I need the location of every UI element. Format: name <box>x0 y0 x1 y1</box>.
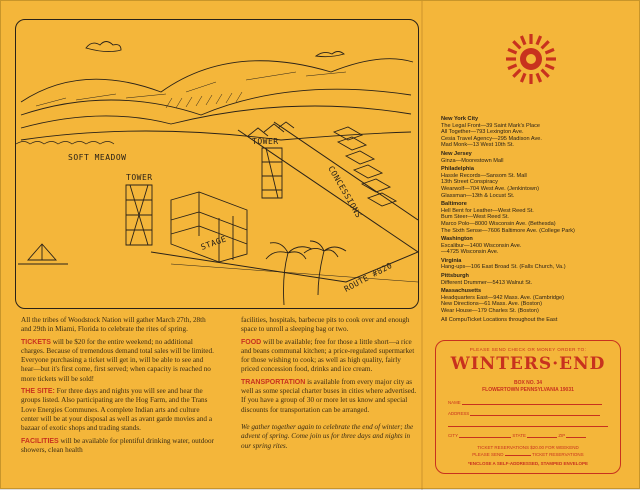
location-entry: Cesia Travel Agency—295 Madison Ave. <box>441 135 542 142</box>
fold-line <box>421 1 423 490</box>
city-heading: Philadelphia <box>441 166 474 173</box>
location-entry: Excalibur—1400 Wisconsin Ave. <box>441 242 522 249</box>
address-field[interactable] <box>448 411 600 416</box>
box-number: BOX NO. 34 <box>513 380 543 386</box>
stage-structure <box>171 192 247 262</box>
tent-icon <box>18 244 68 264</box>
tower-left <box>126 185 152 245</box>
tickets-heading: TICKETS <box>21 338 51 346</box>
mailing-town: FLOWERTOWN PENNSYLVANIA 19031 <box>482 387 574 393</box>
tower-right <box>262 148 282 198</box>
name-label: NAME <box>448 400 461 405</box>
order-form <box>435 340 621 474</box>
location-entry: Bum Steer—West Reed St. <box>441 214 509 221</box>
location-entry: Glassman—13th & Locust St. <box>441 192 515 199</box>
zip-label: ZIP <box>558 433 566 438</box>
location-entry: Marco Polo—8000 Wisconsin Ave. (Bethesda) <box>441 220 556 227</box>
location-entry: Mad Monk—13 West 10th St. <box>441 142 514 149</box>
location-entry: The Sixth Sense—7606 Baltimore Ave. (College Park) <box>441 227 575 234</box>
name-field[interactable] <box>448 400 602 405</box>
cloud-icon <box>86 42 121 52</box>
site-drawing <box>16 20 418 308</box>
city-heading: Massachusetts <box>441 288 482 295</box>
label-concessions: CONCESSIONS <box>326 164 364 220</box>
location-entry: —4725 Wisconsin Ave. <box>441 249 499 256</box>
location-entry: Wearwolf—704 West Ave. (Jenkintown) <box>441 185 539 192</box>
city-label: CITY <box>448 433 458 438</box>
site-heading: THE SITE: <box>21 388 55 396</box>
transportation-heading: TRANSPORTATION <box>241 378 306 386</box>
label-tower-right: TOWER <box>252 137 279 146</box>
facilities-paragraph <box>21 437 217 456</box>
city-heading: Virginia <box>441 257 462 264</box>
intro-text: All the tribes of Woodstock Nation will gather March 27th, 28th and 29th in Miami, Florida to celebrate the rites of spring. <box>21 316 206 334</box>
tickets-text: will be $20 for the entire weekend; no additional charges. Because of tremendous demand total sales will be limited. Everyone purchasing a ticket will get in, will be able to see and hear—but it's first come, first served; when capacity is reached no more tickets will be sold! <box>21 337 214 383</box>
cloud-icon <box>316 52 344 57</box>
location-entry: Headquarters East—942 Mass. Ave. (Cambridge) <box>441 294 565 301</box>
location-entry: Hell Bent for Leather—West Reed St. <box>441 207 534 214</box>
facilities-heading: FACILITIES <box>21 437 59 445</box>
festival-title: WINTERS·END <box>450 354 606 374</box>
please-send-line[interactable] <box>436 452 620 457</box>
state-label: STATE <box>512 433 526 438</box>
city-heading: Pittsburgh <box>441 273 469 280</box>
facilities-continued: facilities, hospitals, barbecue pits to cook over and enough space to unroll a sleeping bag or two. <box>241 316 410 334</box>
location-entry: New Directions—61 Mass. Ave. (Boston) <box>441 301 542 308</box>
ticket-reservations-label: TICKET RESERVATIONS <box>532 452 584 457</box>
location-entry: Ginza—Moorestown Mall <box>441 157 504 164</box>
city-heading: Washington <box>441 236 473 243</box>
ticket-locations-list <box>441 114 626 323</box>
label-tower-left: TOWER <box>126 173 153 182</box>
site-paragraph <box>21 387 217 433</box>
festival-site-sketch <box>15 19 419 309</box>
food-heading: FOOD <box>241 338 262 346</box>
please-send-label: PLEASE SEND <box>472 452 504 457</box>
palm-tree-icon <box>304 241 346 295</box>
location-entry: Hassle Records—Sansom St. Mall <box>441 172 527 179</box>
location-entry: Different Drummer—5413 Walnut St. <box>441 279 533 286</box>
city-state-zip-field[interactable] <box>448 433 586 438</box>
food-text: will be available; free for those a little short—a rice and beans communal kitchen; a price-regulated supermarket for those wishing to cook; as well as high quality, fairly priced concession food, drinks and ice cream. <box>241 337 415 374</box>
info-column-left <box>21 316 217 458</box>
closing-text: We gather together again to celebrate the end of winter; the advent of spring. Come join us for three days and nights in our spring rites. <box>241 422 414 450</box>
label-soft-meadow: SOFT MEADOW <box>68 153 127 162</box>
address-label: ADDRESS <box>448 411 470 416</box>
tickets-paragraph <box>21 338 217 384</box>
city-heading: New Jersey <box>441 150 472 157</box>
blank-line[interactable] <box>448 422 608 427</box>
location-entry: All Together—793 Lexington Ave. <box>441 129 524 136</box>
info-column-middle <box>241 316 417 454</box>
food-paragraph <box>241 338 417 375</box>
cities-footer: All CompuTicket Locations throughout the East <box>441 316 558 323</box>
location-entry: 13th Street Conspiracy <box>441 179 498 186</box>
site-text: For three days and nights you will see and hear the groups listed. Also participating are the Hog Farm, and the Trans Love Energies Communes. A complete Indian arts and culture center will be at your disposal as well as avant garde movies and a bazaar of exotic shops and trading stands. <box>21 387 213 433</box>
transportation-text: is available from every major city as well as some special charter buses in cities where advertised. If you have a group of 30 or more let us know and special discounts for transportation can be arranged. <box>241 377 417 414</box>
order-form-header: PLEASE SEND CHECK OR MONEY ORDER TO: <box>469 347 587 352</box>
ticket-price-line: TICKET RESERVATIONS $20.00 FOR WEEKEND <box>477 445 579 450</box>
city-heading: Baltimore <box>441 201 467 208</box>
location-entry: The Legal Front—39 Saint Mark's Place <box>441 122 541 129</box>
location-entry: Hang-ups—106 East Broad St. (Falls Church, Va.) <box>441 264 566 271</box>
sun-logo-icon <box>504 32 558 86</box>
facilities-text: will be available for plentiful drinking water, outdoor showers, clean health <box>21 436 214 454</box>
location-entry: Wear House—179 Charles St. (Boston) <box>441 308 539 315</box>
label-route: ROUTE #820 <box>342 260 394 294</box>
label-stage: STAGE <box>199 234 228 252</box>
envelope-note: *ENCLOSE A SELF-ADDRESSED, STAMPED ENVELOPE <box>467 461 589 466</box>
transportation-paragraph <box>241 378 417 415</box>
city-heading: New York City <box>441 116 479 122</box>
